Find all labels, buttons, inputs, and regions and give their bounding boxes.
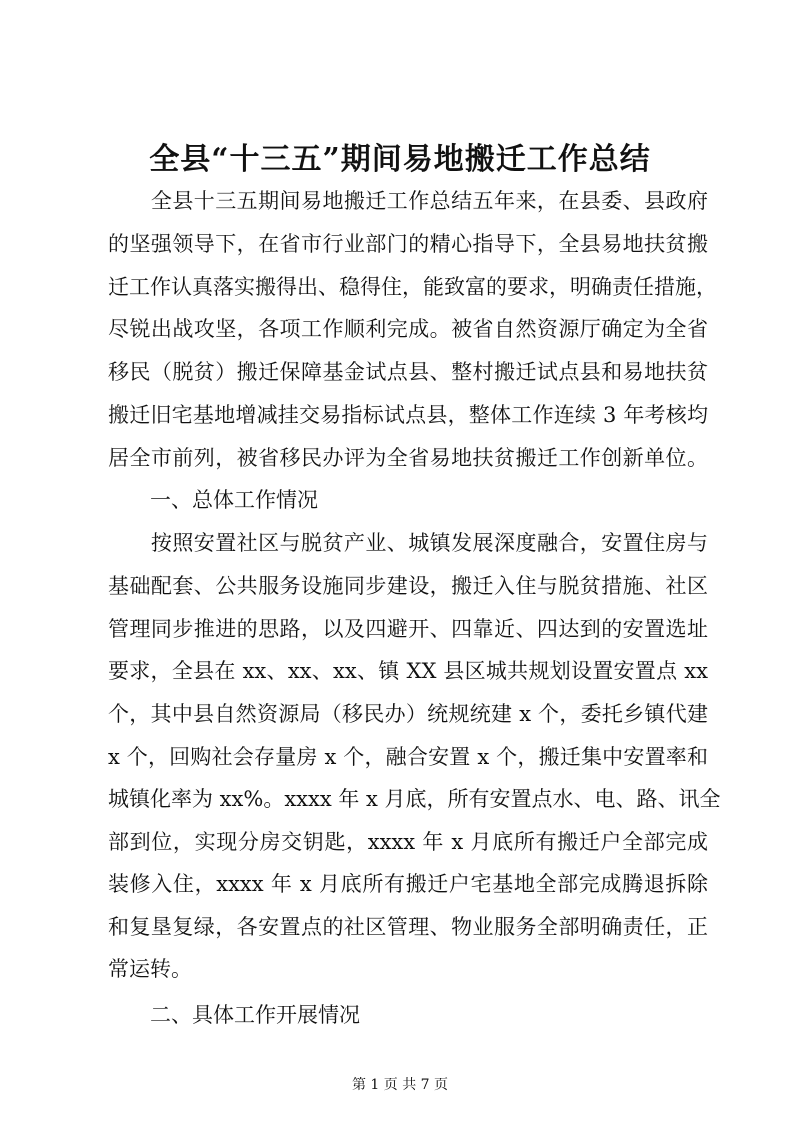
body-line: 居全市前列，被省移民办评为全省易地扶贫搬迁工作创新单位。 — [108, 446, 708, 470]
section-heading: 二、具体工作开展情况 — [108, 1003, 360, 1027]
body-line: 城镇化率为 xx%。xxxx 年 x 月底，所有安置点水、电、路、讯全 — [108, 787, 721, 811]
body-line: 基础配套、公共服务设施同步建设，搬迁入住与脱贫措施、社区 — [108, 574, 708, 598]
body-line: 迁工作认真落实搬得出、稳得住，能致富的要求，明确责任措施， — [108, 275, 717, 299]
page-number: 第 1 页 共 7 页 — [351, 1077, 449, 1093]
body-line: 搬迁旧宅基地增减挂交易指标试点县，整体工作连续 3 年考核均 — [108, 403, 708, 427]
body-line: 和复垦复绿，各安置点的社区管理、物业服务全部明确责任，正 — [108, 915, 708, 939]
body-line: 全县十三五期间易地搬迁工作总结五年来，在县委、县政府 — [108, 189, 708, 213]
body-line: x 个，回购社会存量房 x 个，融合安置 x 个，搬迁集中安置率和 — [108, 745, 708, 769]
body-line: 按照安置社区与脱贫产业、城镇发展深度融合，安置住房与 — [108, 531, 708, 555]
body-line: 要求，全县在 xx、xx、xx、镇 XX 县区城共规划设置安置点 xx — [108, 659, 708, 683]
body-line: 部到位，实现分房交钥匙，xxxx 年 x 月底所有搬迁户全部完成 — [108, 830, 708, 854]
body-line: 管理同步推进的思路，以及四避开、四靠近、四达到的安置选址 — [108, 617, 708, 641]
body-line: 装修入住，xxxx 年 x 月底所有搬迁户宅基地全部完成腾退拆除 — [108, 872, 708, 896]
body-line: 的坚强领导下，在省市行业部门的精心指导下，全县易地扶贫搬 — [108, 232, 708, 256]
section-heading: 一、总体工作情况 — [108, 488, 318, 512]
body-line: 尽锐出战攻坚，各项工作顺利完成。被省自然资源厅确定为全省 — [108, 317, 708, 341]
body-line: 移民（脱贫）搬迁保障基金试点县、整村搬迁试点县和易地扶贫 — [108, 360, 708, 384]
body-line: 个，其中县自然资源局（移民办）统规统建 x 个，委托乡镇代建 — [108, 702, 708, 726]
document-title: 全县“十三五”期间易地搬迁工作总结 — [149, 142, 651, 177]
body-line: 常运转。 — [108, 957, 192, 981]
